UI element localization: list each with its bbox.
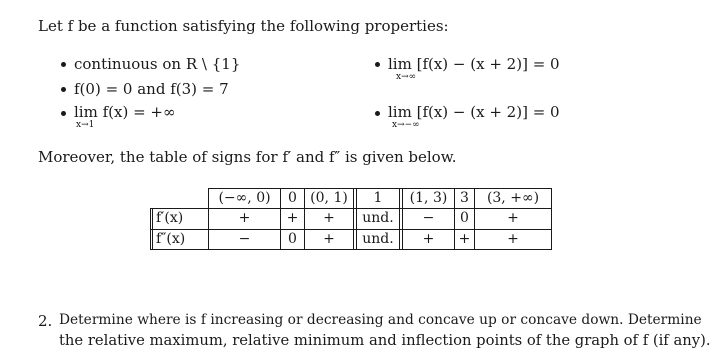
- table-header-cell: (1, 3): [409, 190, 448, 206]
- question-line-1: Determine where is f increasing or decreasing and concave up or concave down. Determine: [59, 312, 702, 328]
- property-text: lim f(x) = +∞: [74, 103, 176, 121]
- table-header-cell: (0, 1): [310, 190, 348, 206]
- table-rule: [150, 249, 552, 250]
- sign-cell: und.: [362, 210, 394, 226]
- sign-cell: +: [286, 210, 299, 226]
- sign-cell: und.: [362, 231, 394, 247]
- bullet-icon: [61, 111, 66, 116]
- row-label: f″(x): [156, 231, 186, 247]
- bullet-icon: [375, 62, 380, 67]
- sign-cell: +: [323, 231, 335, 247]
- bullet-icon: [61, 87, 66, 92]
- sign-cell: +: [507, 231, 519, 247]
- table-rule: [150, 208, 151, 250]
- limit-subscript: x→−∞: [392, 120, 420, 130]
- sign-cell: 0: [288, 231, 297, 247]
- intro-text: Let f be a function satisfying the following properties:: [38, 17, 449, 35]
- table-rule: [152, 208, 153, 250]
- sign-cell: +: [507, 210, 519, 226]
- table-header-cell: 1: [373, 190, 383, 206]
- sign-cell: +: [323, 210, 335, 226]
- sign-cell: 0: [460, 210, 469, 226]
- table-header-cell: (3, +∞): [486, 190, 540, 206]
- bullet-icon: [375, 111, 380, 116]
- property-text: lim [f(x) − (x + 2)] = 0: [388, 103, 560, 121]
- sign-cell: +: [458, 231, 471, 247]
- question-line-2: the relative maximum, relative minimum and inflection points of the graph of f (if any).: [59, 332, 711, 349]
- property-text: f(0) = 0 and f(3) = 7: [74, 80, 229, 98]
- table-header-cell: 0: [288, 190, 297, 206]
- property-text: lim [f(x) − (x + 2)] = 0: [388, 55, 560, 73]
- limit-subscript: x→1: [76, 120, 95, 130]
- sign-cell: +: [238, 210, 251, 226]
- table-rule: [353, 188, 354, 250]
- row-label: f′(x): [156, 210, 184, 226]
- limit-subscript: x→∞: [396, 72, 417, 82]
- sign-cell: −: [238, 231, 251, 247]
- table-header-cell: (−∞, 0): [218, 190, 271, 206]
- property-text: continuous on R \ {1}: [74, 55, 241, 73]
- table-rule: [551, 188, 552, 250]
- sign-cell: −: [422, 210, 435, 226]
- question-number: 2.: [38, 312, 53, 330]
- sign-cell: +: [422, 231, 435, 247]
- table-rule: [399, 188, 400, 250]
- sign-table: [150, 188, 552, 250]
- table-header-cell: 3: [460, 190, 469, 206]
- bullet-icon: [61, 62, 66, 67]
- table-intro-text: Moreover, the table of signs for f′ and f″ is given below.: [38, 148, 457, 166]
